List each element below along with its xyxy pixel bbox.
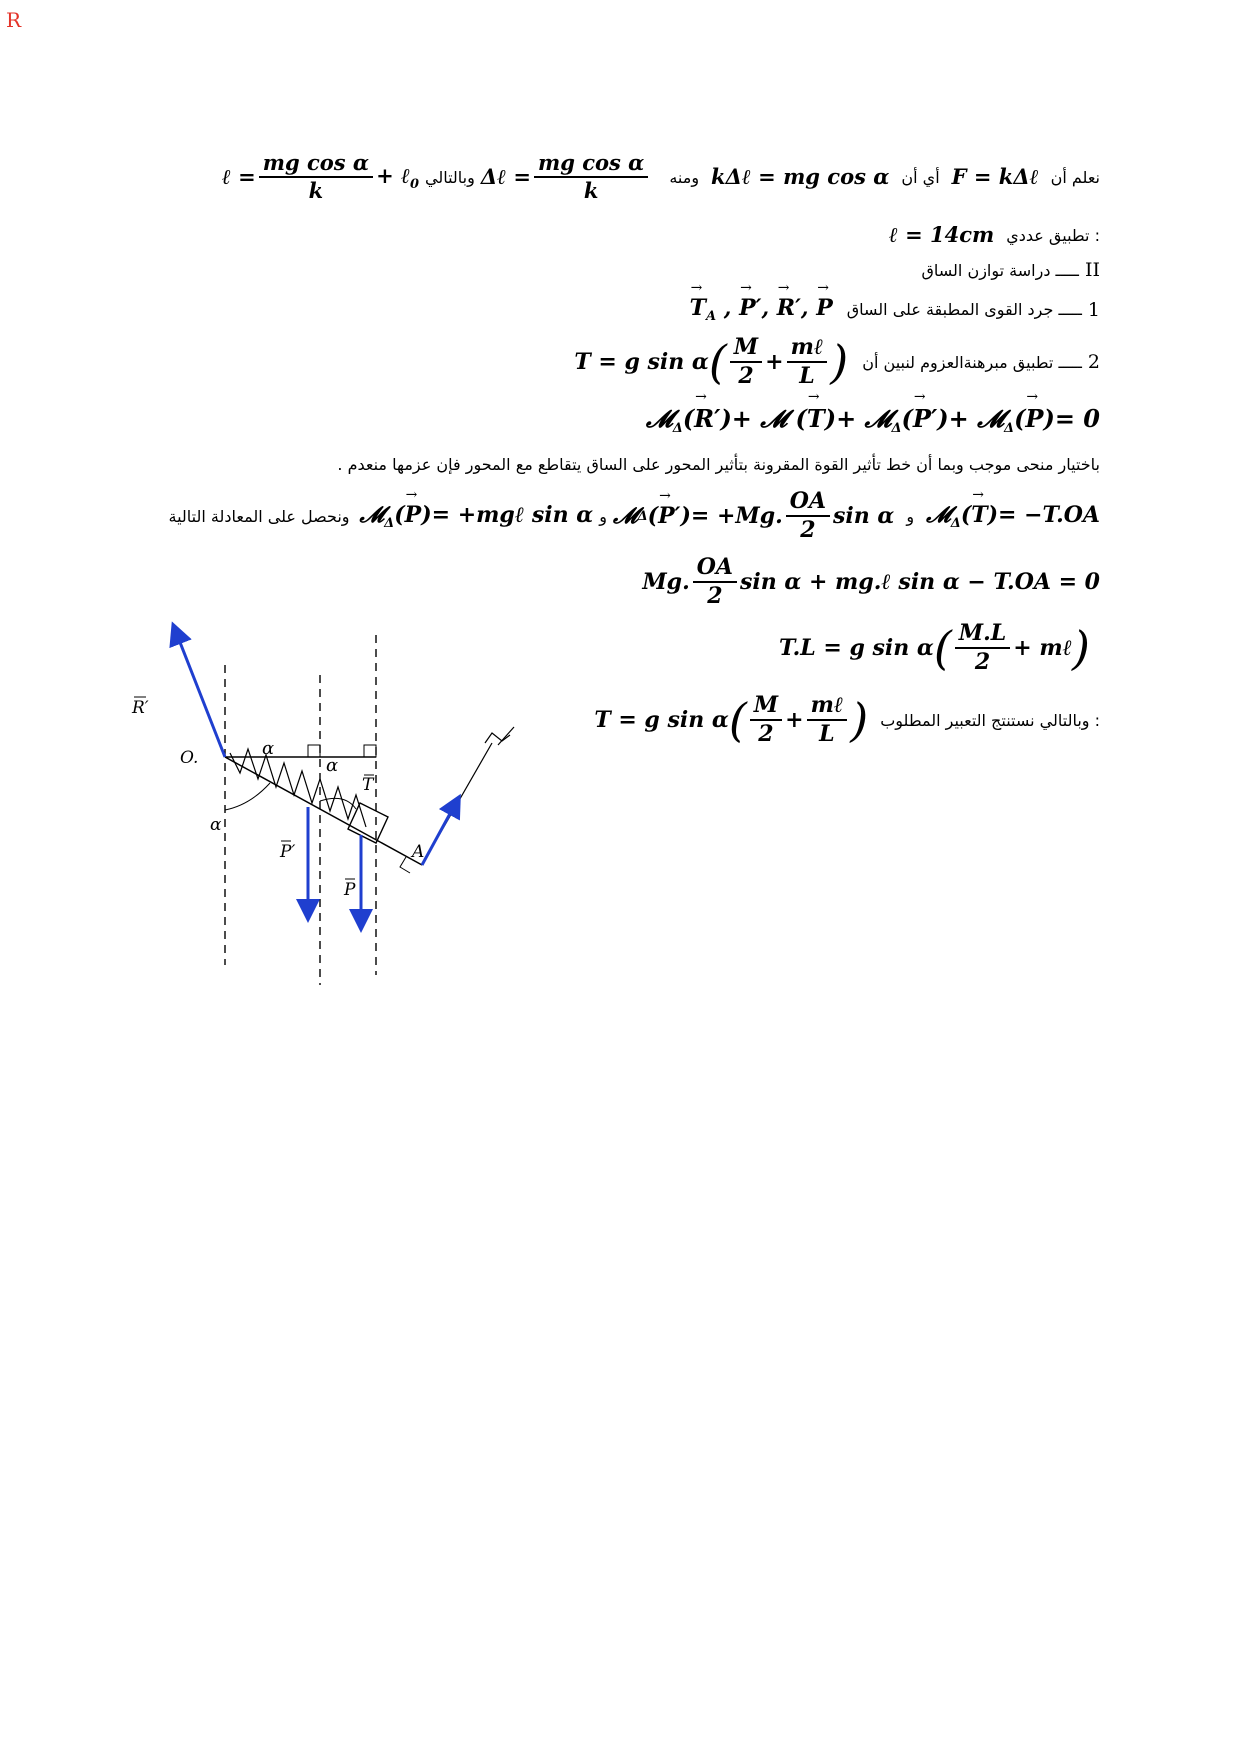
right-angle-1 bbox=[308, 745, 320, 757]
line-item2 bbox=[574, 336, 1100, 388]
forces-list: → $T_A$ , → P′, → R′, → P bbox=[690, 295, 833, 324]
label-r-prime: R′ bbox=[132, 698, 149, 718]
item1-text: ـــــ جرد القوى المطبقة على الساق bbox=[846, 300, 1082, 319]
hooke-law: F = kΔℓ bbox=[951, 164, 1039, 190]
moment-p-prime: 𝓜 Δ ( → P ′) = +Mg. $\frac{OA}{2}$ sin α bbox=[613, 490, 894, 542]
line-equation-a: Mg. $\frac{OA}{2}$ sin α + mg.ℓ sin α − T.OA = 0 bbox=[642, 554, 1100, 610]
line-moment-sum: 𝓜$_\Delta$(→ R′)+ 𝓜 (→ T)+ 𝓜$_\Delta$(→ P′)+ 𝓜$_\Delta$(→ P)= 0 bbox=[646, 404, 1100, 436]
rod bbox=[225, 757, 425, 865]
text-therefore-short: وبالتالي bbox=[425, 167, 475, 187]
label-p: P bbox=[344, 880, 356, 900]
vector-t bbox=[422, 799, 458, 865]
line-section-ii bbox=[921, 259, 1100, 281]
label-alpha-1: α bbox=[262, 738, 275, 759]
hook bbox=[485, 733, 510, 743]
line-hooke bbox=[221, 136, 1100, 204]
text-and: و bbox=[599, 506, 607, 526]
label-o: O. bbox=[180, 748, 199, 768]
label-p-prime: P′ bbox=[280, 842, 296, 862]
angle-arc-2 bbox=[320, 798, 356, 809]
eq2-fraction: $\frac{\text{mg cos α}}{k}$ bbox=[534, 152, 648, 202]
final-expression: T = g sin α ( $\frac{M}{2}$ + $\frac{\text{mℓ}}{L}$ ) bbox=[594, 692, 869, 748]
spring bbox=[230, 749, 366, 827]
right-angle-2 bbox=[364, 745, 376, 757]
t-expression: T = g sin α ( $\frac{M}{2}$ + $\frac{\text{mℓ}}{L}$ ) bbox=[574, 334, 849, 390]
text-we-get: ونحصل على المعادلة التالية bbox=[168, 506, 350, 526]
label-alpha-2: α bbox=[326, 755, 339, 776]
hook-support bbox=[498, 727, 514, 745]
eq3-right: + ℓ$_0$ bbox=[376, 162, 419, 192]
force-diagram bbox=[130, 595, 530, 995]
text-and-from-it: ومنه bbox=[669, 167, 700, 187]
vector-r-prime bbox=[174, 627, 225, 757]
angle-arc-1 bbox=[225, 783, 270, 810]
line-moments bbox=[169, 490, 1100, 542]
line-equation-b: T.L = g sin α ( $\frac{M.L}{2}$ + mℓ ) bbox=[779, 620, 1090, 676]
item2-text: ـــــ تطبيق مبرهنةالعزوم لنبين أن bbox=[862, 352, 1082, 372]
label-a: A bbox=[412, 842, 425, 862]
label-t: T bbox=[362, 775, 374, 795]
eq2-left: Δℓ = bbox=[480, 164, 532, 190]
text-we-know: نعلم أن bbox=[1050, 167, 1100, 187]
moment-t: 𝓜$_\Delta$(→ T)= −T.OA bbox=[926, 502, 1100, 531]
section-title: ـــــ دراسة توازن الساق bbox=[921, 260, 1079, 280]
label-alpha-3: α bbox=[210, 815, 222, 835]
eq3-left: ℓ = bbox=[221, 164, 256, 190]
item1-number: 1 bbox=[1087, 298, 1100, 321]
eq1: kΔℓ = mg cos α bbox=[711, 164, 890, 190]
line-explanation: باختيار منحى موجب وبما أن خط تأثير القوة المقرونة بتأثير المحور على الساق يتقاطع مع المحور فإن عزمها منعدم . bbox=[337, 455, 1100, 474]
line-item1 bbox=[690, 295, 1100, 324]
moment-p: 𝓜$_\Delta$(→ P)= +mgℓ sin α bbox=[360, 502, 594, 531]
eq3-fraction: $\frac{\text{mg cos α}}{k}$ bbox=[259, 152, 373, 202]
numeric-value: ℓ = 14cm bbox=[888, 222, 995, 247]
item2-number: 2 bbox=[1087, 351, 1100, 374]
line-conclusion bbox=[594, 694, 1100, 746]
mass-block bbox=[348, 803, 388, 843]
text-meaning: أي أن bbox=[901, 167, 940, 187]
section-roman: II bbox=[1084, 259, 1100, 281]
right-angle-a bbox=[400, 857, 410, 873]
text-conclusion: وبالتالي نستنتج التعبير المطلوب : bbox=[880, 710, 1100, 730]
text-and2: و bbox=[906, 506, 915, 526]
line-numeric bbox=[889, 222, 1100, 248]
text-numeric-application: تطبيق عددي : bbox=[1006, 225, 1100, 245]
corner-mark: R bbox=[6, 8, 22, 32]
